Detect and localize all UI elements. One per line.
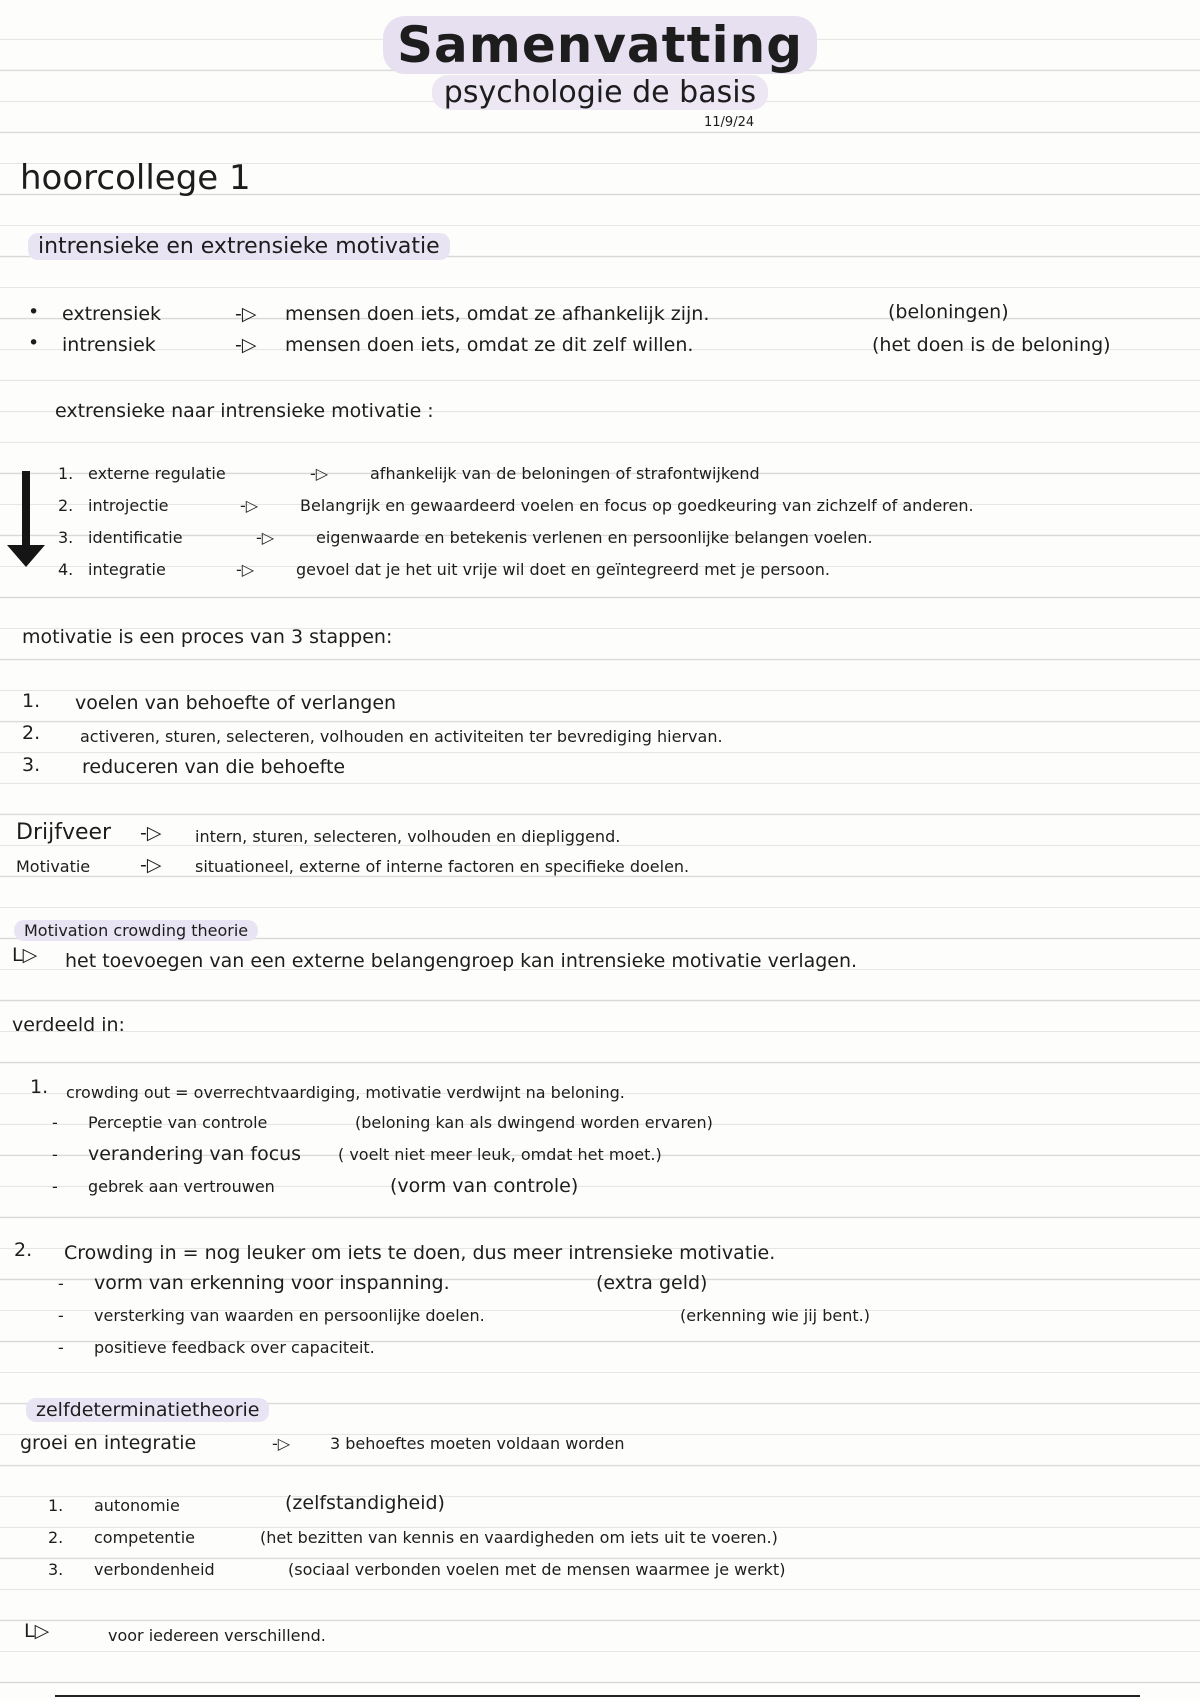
step-number: 1. — [22, 690, 41, 712]
dash: - — [52, 1145, 58, 1164]
date: 11/9/24 — [704, 115, 755, 130]
sub-note: (vorm van controle) — [390, 1175, 579, 1197]
dash: - — [52, 1113, 58, 1132]
need-note: (sociaal verbonden voelen met de mensen waarmee je werkt) — [288, 1560, 786, 1579]
sub-note: (erkenning wie jij bent.) — [680, 1306, 870, 1325]
crowding-in-title: Crowding in = nog leuker om iets te doen, dus meer intrensieke motivatie. — [64, 1242, 776, 1264]
need-note: (het bezitten van kennis en vaardigheden om iets uit te voeren.) — [260, 1528, 778, 1547]
scale-term: introjectie — [88, 496, 169, 515]
sub-note: (extra geld) — [596, 1272, 708, 1294]
arrow: -▷ — [140, 854, 162, 876]
sub-item: vorm van erkenning voor inspanning. — [94, 1272, 450, 1294]
arrow: -▷ — [236, 560, 255, 579]
scale-term: identificatie — [88, 528, 183, 547]
scale-number: 4. — [58, 560, 74, 579]
definition-text: intern, sturen, selecteren, volhouden en diepliggend. — [195, 827, 621, 846]
return-arrow: L▷ — [24, 1620, 50, 1642]
scale-text: gevoel dat je het uit vrije wil doet en geïntegreerd met je persoon. — [296, 560, 830, 579]
definition-text: situationeel, externe of interne factoren en specifieke doelen. — [195, 857, 690, 876]
crowding-number: 2. — [14, 1239, 33, 1261]
bullet-item: • — [28, 301, 40, 323]
crowding-number: 1. — [30, 1076, 49, 1098]
section-heading-sdt: zelfdeterminatietheorie — [26, 1400, 269, 1421]
step-number: 2. — [22, 722, 41, 744]
bullet-text: mensen doen iets, omdat ze dit zelf willen. — [285, 334, 694, 356]
sdt-footer: voor iedereen verschillend. — [108, 1626, 326, 1645]
arrow: -▷ — [235, 334, 257, 356]
need-term: verbondenheid — [94, 1560, 215, 1579]
section-heading-motivation: intrensieke en extrensieke motivatie — [28, 235, 450, 259]
need-number: 2. — [48, 1528, 64, 1547]
arrow: -▷ — [256, 528, 275, 547]
scale-number: 2. — [58, 496, 74, 515]
crowding-out-title: crowding out = overrechtvaardiging, motivatie verdwijnt na beloning. — [66, 1083, 625, 1102]
section-heading-crowding: Motivation crowding theorie — [14, 922, 258, 940]
need-term: competentie — [94, 1528, 195, 1547]
sub-item: positieve feedback over capaciteit. — [94, 1338, 375, 1357]
sdt-intro-term: groei en integratie — [20, 1432, 197, 1454]
scale-text: eigenwaarde en betekenis verlenen en persoonlijke belangen voelen. — [316, 528, 873, 547]
bottom-divider — [55, 1695, 1140, 1697]
arrow: -▷ — [140, 822, 162, 844]
sub-item: versterking van waarden en persoonlijke doelen. — [94, 1306, 485, 1325]
dash: - — [58, 1306, 64, 1325]
page-title: Samenvatting — [0, 18, 1200, 73]
need-note: (zelfstandigheid) — [285, 1492, 445, 1514]
bullet-note: (beloningen) — [888, 301, 1009, 323]
step-number: 3. — [22, 754, 41, 776]
arrow: -▷ — [272, 1434, 291, 1453]
sub-note: (beloning kan als dwingend worden ervaren) — [355, 1113, 713, 1132]
need-number: 3. — [48, 1560, 64, 1579]
scale-number: 3. — [58, 528, 74, 547]
scale-term: integratie — [88, 560, 166, 579]
step-text: activeren, sturen, selecteren, volhouden en activiteiten ter bevrediging hiervan. — [80, 727, 723, 746]
sub-item: Perceptie van controle — [88, 1113, 268, 1132]
down-arrowhead-icon — [7, 545, 45, 567]
crowding-text: het toevoegen van een externe belangengroep kan intrensieke motivatie verlagen. — [65, 950, 858, 972]
scale-text: Belangrijk en gewaardeerd voelen en focus op goedkeuring van zichzelf of anderen. — [300, 496, 974, 515]
bullet-text: mensen doen iets, omdat ze afhankelijk zijn. — [285, 303, 710, 325]
divided-heading: verdeeld in: — [12, 1014, 125, 1036]
sdt-intro-text: 3 behoeftes moeten voldaan worden — [330, 1434, 625, 1453]
scale-text: afhankelijk van de beloningen of strafontwijkend — [370, 464, 760, 483]
step-text: reduceren van die behoefte — [82, 756, 346, 778]
sub-note: ( voelt niet meer leuk, omdat het moet.) — [338, 1145, 662, 1164]
definition-term: Motivatie — [16, 857, 91, 876]
bullet-term: intrensiek — [62, 334, 156, 356]
definition-term: Drijfveer — [16, 820, 112, 845]
need-number: 1. — [48, 1496, 64, 1515]
scale-heading: extrensieke naar intrensieke motivatie : — [55, 400, 434, 422]
sub-item: verandering van focus — [88, 1143, 302, 1165]
dash: - — [52, 1177, 58, 1196]
arrow: -▷ — [235, 303, 257, 325]
scale-term: externe regulatie — [88, 464, 226, 483]
bullet-term: extrensiek — [62, 303, 162, 325]
page-subtitle: psychologie de basis — [0, 76, 1200, 109]
arrow: -▷ — [240, 496, 259, 515]
dash: - — [58, 1274, 64, 1293]
down-arrow-icon — [22, 471, 30, 551]
lecture-heading: hoorcollege 1 — [20, 158, 251, 198]
need-term: autonomie — [94, 1496, 180, 1515]
sub-item: gebrek aan vertrouwen — [88, 1177, 275, 1196]
step-text: voelen van behoefte of verlangen — [75, 692, 397, 714]
dash: - — [58, 1338, 64, 1357]
bullet-note: (het doen is de beloning) — [872, 334, 1111, 356]
return-arrow: L▷ — [12, 944, 38, 966]
scale-number: 1. — [58, 464, 74, 483]
arrow: -▷ — [310, 464, 329, 483]
bullet-item: • — [28, 332, 40, 354]
process-heading: motivatie is een proces van 3 stappen: — [22, 626, 393, 648]
